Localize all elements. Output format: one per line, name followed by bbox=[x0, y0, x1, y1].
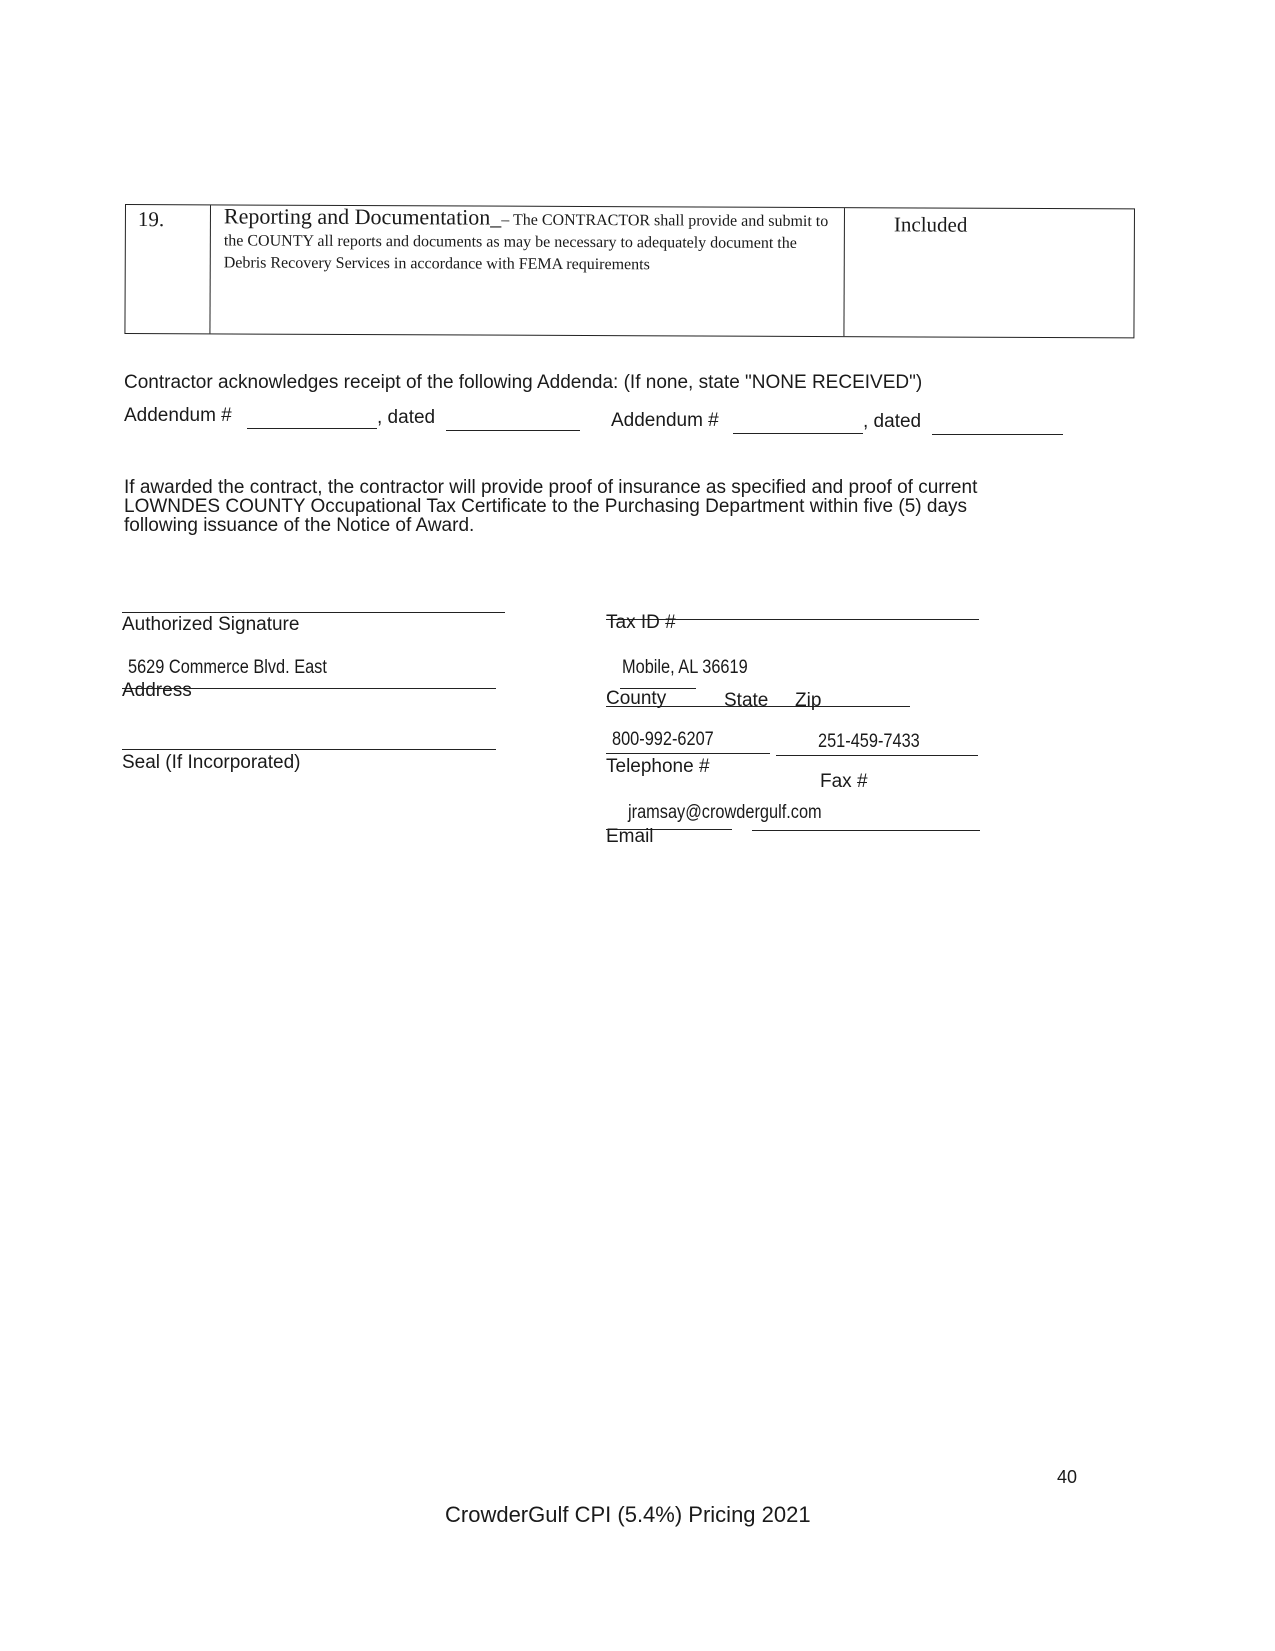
county-label: County bbox=[606, 688, 667, 709]
email-line-right bbox=[752, 830, 980, 831]
dated-label-2: , dated bbox=[863, 411, 922, 432]
seal-label: Seal (If Incorporated) bbox=[122, 752, 301, 773]
address-value: 5629 Commerce Blvd. East bbox=[128, 657, 327, 678]
page-footer: CrowderGulf CPI (5.4%) Pricing 2021 bbox=[445, 1502, 811, 1527]
row-status: Included bbox=[893, 212, 968, 237]
pricing-table-row bbox=[124, 204, 1135, 338]
row-number: 19. bbox=[137, 207, 165, 232]
tax-id-label: Tax ID # bbox=[606, 612, 676, 633]
row-description bbox=[224, 205, 834, 277]
addendum-number-line-1 bbox=[247, 428, 377, 429]
address-label: Address bbox=[122, 680, 192, 701]
table-column-divider bbox=[843, 208, 845, 336]
addendum-label-1: Addendum # bbox=[124, 405, 232, 426]
fax-label: Fax # bbox=[820, 771, 868, 792]
fax-line bbox=[776, 755, 978, 756]
insurance-line-2: LOWNDES COUNTY Occupational Tax Certificate to the Purchasing Department within five (5) days bbox=[124, 496, 968, 517]
telephone-line bbox=[606, 753, 770, 754]
addendum-date-line-2 bbox=[932, 434, 1063, 435]
insurance-line-1: If awarded the contract, the contractor will provide proof of insurance as specified and proof of current bbox=[124, 477, 978, 498]
seal-line bbox=[122, 749, 496, 750]
addendum-label-2: Addendum # bbox=[611, 410, 719, 431]
table-column-divider bbox=[209, 205, 211, 333]
page-number: 40 bbox=[1057, 1467, 1078, 1487]
state-label: State bbox=[724, 690, 769, 711]
addendum-date-line-1 bbox=[446, 430, 580, 431]
addendum-number-line-2 bbox=[733, 433, 863, 434]
signature-line bbox=[122, 612, 505, 613]
row-description-text: – The CONTRACTOR shall provide and submit to the COUNTY all reports and documents as may be necessary to adequately document the Debris Recovery Services in accordance with FEMA requirements bbox=[223, 211, 829, 274]
authorized-signature-label: Authorized Signature bbox=[122, 614, 300, 635]
email-label: Email bbox=[606, 826, 654, 847]
dated-label-1: , dated bbox=[377, 407, 436, 428]
addenda-intro: Contractor acknowledges receipt of the following Addenda: (If none, state "NONE RECEIVED") bbox=[124, 372, 923, 393]
zip-label: Zip bbox=[795, 690, 822, 711]
city-state-zip-value: Mobile, AL 36619 bbox=[622, 657, 748, 678]
row-heading: Reporting and Documentation_ bbox=[223, 203, 502, 230]
fax-value: 251-459-7433 bbox=[818, 731, 920, 752]
insurance-line-3: following issuance of the Notice of Award. bbox=[124, 515, 475, 536]
email-value: jramsay@crowdergulf.com bbox=[628, 802, 822, 823]
telephone-label: Telephone # bbox=[606, 756, 710, 777]
telephone-value: 800-992-6207 bbox=[612, 729, 714, 750]
